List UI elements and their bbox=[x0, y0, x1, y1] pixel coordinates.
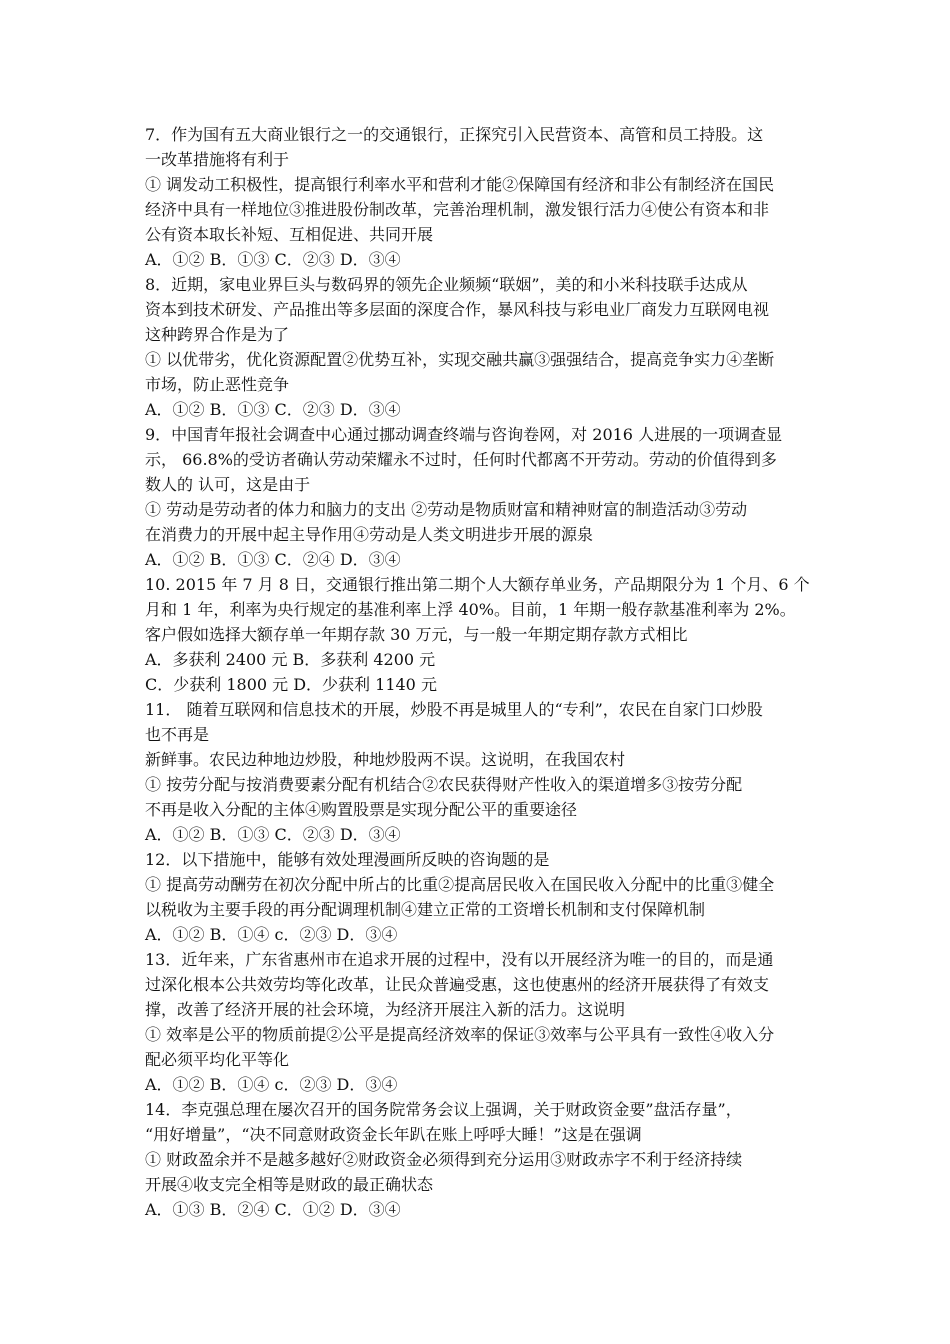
question-12-option-statements: ① 提高劳动酬劳在初次分配中所占的比重②提高居民收入在国民收入分配中的比重③健全 bbox=[145, 875, 775, 894]
question-13-stem-line: 过深化根本公共效劳均等化改革，让民众普遍受惠，这也使惠州的经济开展获得了有效支 bbox=[145, 975, 770, 994]
question-8-option-statements: ① 以优带劣，优化资源配置②优势互补，实现交融共赢③强强结合，提高竞争实力④垄断 bbox=[145, 350, 775, 369]
question-7-option-statements: ① 调发动工积极性，提高银行利率水平和营利才能②保障国有经济和非公有制经济在国民 bbox=[145, 175, 775, 194]
question-7-answer-choices: A．①② B．①③ C．②③ D．③④ bbox=[145, 250, 401, 269]
question-9-stem-line: 9．中国青年报社会调查中心通过挪动调查终端与咨询卷网，对 2016 人进展的一项调查显 bbox=[145, 425, 783, 444]
question-14-stem-line: 14．李克强总理在屡次召开的国务院常务会议上强调，关于财政资金要”盘活存量”， bbox=[145, 1100, 742, 1119]
question-11-answer-choices: A．①② B．①③ C．②③ D．③④ bbox=[145, 825, 401, 844]
question-9-option-statements: 在消费力的开展中起主导作用④劳动是人类文明进步开展的源泉 bbox=[145, 525, 594, 544]
question-10 bbox=[145, 572, 815, 697]
question-14-answer-choices: A．①③ B．②④ C．①② D．③④ bbox=[145, 1200, 401, 1219]
question-9-option-statements: ① 劳动是劳动者的体力和脑力的支出 ②劳动是物质财富和精神财富的制造活动③劳动 bbox=[145, 500, 748, 519]
question-9-answer-choices: A．①② B．①③ C．②④ D．③④ bbox=[145, 550, 401, 569]
question-7-option-statements: 公有资本取长补短、互相促进、共同开展 bbox=[145, 225, 434, 244]
question-7-option-statements: 经济中具有一样地位③推进股份制改革，完善治理机制，激发银行活力④使公有资本和非 bbox=[145, 200, 770, 219]
question-7-stem-line: 一改革措施将有利于 bbox=[145, 150, 290, 169]
question-9-stem-line: 数人的 认可，这是由于 bbox=[145, 475, 311, 494]
question-11 bbox=[145, 697, 815, 847]
question-12-option-statements: 以税收为主要手段的再分配调理机制④建立正常的工资增长机制和支付保障机制 bbox=[145, 900, 706, 919]
question-10-stem-line: 客户假如选择大额存单一年期存款 30 万元，与一般一年期定期存款方式相比 bbox=[145, 625, 688, 644]
question-8-answer-choices: A．①② B．①③ C．②③ D．③④ bbox=[145, 400, 401, 419]
document-page bbox=[145, 122, 815, 1222]
question-11-option-statements: ① 按劳分配与按消费要素分配有机结合②农民获得财产性收入的渠道增多③按劳分配 bbox=[145, 775, 743, 794]
question-14-option-statements: 开展④收支完全相等是财政的最正确状态 bbox=[145, 1175, 434, 1194]
question-8 bbox=[145, 272, 815, 422]
question-12-stem-line: 12．以下措施中，能够有效处理漫画所反映的咨询题的是 bbox=[145, 850, 550, 869]
question-10-answer-choices: C．少获利 1800 元 D．少获利 1140 元 bbox=[145, 675, 437, 694]
question-13 bbox=[145, 947, 815, 1097]
question-10-answer-choices: A．多获利 2400 元 B．多获利 4200 元 bbox=[145, 650, 436, 669]
question-11-option-statements: 不再是收入分配的主体④购置股票是实现分配公平的重要途径 bbox=[145, 800, 578, 819]
question-12-answer-choices: A．①② B．①④ c．②③ D．③④ bbox=[145, 925, 398, 944]
question-10-stem-line: 月和 1 年，利率为央行规定的基准利率上浮 40%。目前，1 年期一般存款基准利率为 2%。 bbox=[145, 600, 796, 619]
question-11-stem-line: 新鲜事。农民边种地边炒股，种地炒股两不误。这说明，在我国农村 bbox=[145, 750, 626, 769]
question-14 bbox=[145, 1097, 815, 1222]
question-8-option-statements: 市场，防止恶性竞争 bbox=[145, 375, 290, 394]
question-13-stem-line: 撑，改善了经济开展的社会环境，为经济开展注入新的活力。这说明 bbox=[145, 1000, 626, 1019]
question-8-stem-line: 这种跨界合作是为了 bbox=[145, 325, 290, 344]
question-11-stem-line: 11． 随着互联网和信息技术的开展，炒股不再是城里人的“专利”，农民在自家门口炒股 bbox=[145, 700, 763, 719]
question-13-option-statements: ① 效率是公平的物质前提②公平是提高经济效率的保证③效率与公平具有一致性④收入分 bbox=[145, 1025, 775, 1044]
question-8-stem-line: 资本到技术研发、产品推出等多层面的深度合作，暴风科技与彩电业厂商发力互联网电视 bbox=[145, 300, 770, 319]
question-8-stem-line: 8．近期，家电业界巨头与数码界的领先企业频频“联姻”，美的和小米科技联手达成从 bbox=[145, 275, 748, 294]
question-7-stem-line: 7．作为国有五大商业银行之一的交通银行，正探究引入民营资本、高管和员工持股。这 bbox=[145, 125, 764, 144]
question-7 bbox=[145, 122, 815, 272]
question-12 bbox=[145, 847, 815, 947]
question-14-option-statements: ① 财政盈余并不是越多越好②财政资金必须得到充分运用③财政赤字不利于经济持续 bbox=[145, 1150, 743, 1169]
question-13-stem-line: 13．近年来，广东省惠州市在追求开展的过程中，没有以开展经济为唯一的目的，而是通 bbox=[145, 950, 774, 969]
question-9 bbox=[145, 422, 815, 572]
question-9-stem-line: 示， 66.8%的受访者确认劳动荣耀永不过时，任何时代都离不开劳动。劳动的价值得到多 bbox=[145, 450, 777, 469]
question-11-stem-line: 也不再是 bbox=[145, 725, 210, 744]
question-10-stem-line: 10. 2015 年 7 月 8 日，交通银行推出第二期个人大额存单业务，产品期限分为 1 个月、6 个 bbox=[145, 575, 810, 594]
question-13-option-statements: 配必须平均化平等化 bbox=[145, 1050, 290, 1069]
question-13-answer-choices: A．①② B．①④ c．②③ D．③④ bbox=[145, 1075, 398, 1094]
question-14-stem-line: “用好增量”，“决不同意财政资金长年趴在账上呼呼大睡！”这是在强调 bbox=[145, 1125, 642, 1144]
